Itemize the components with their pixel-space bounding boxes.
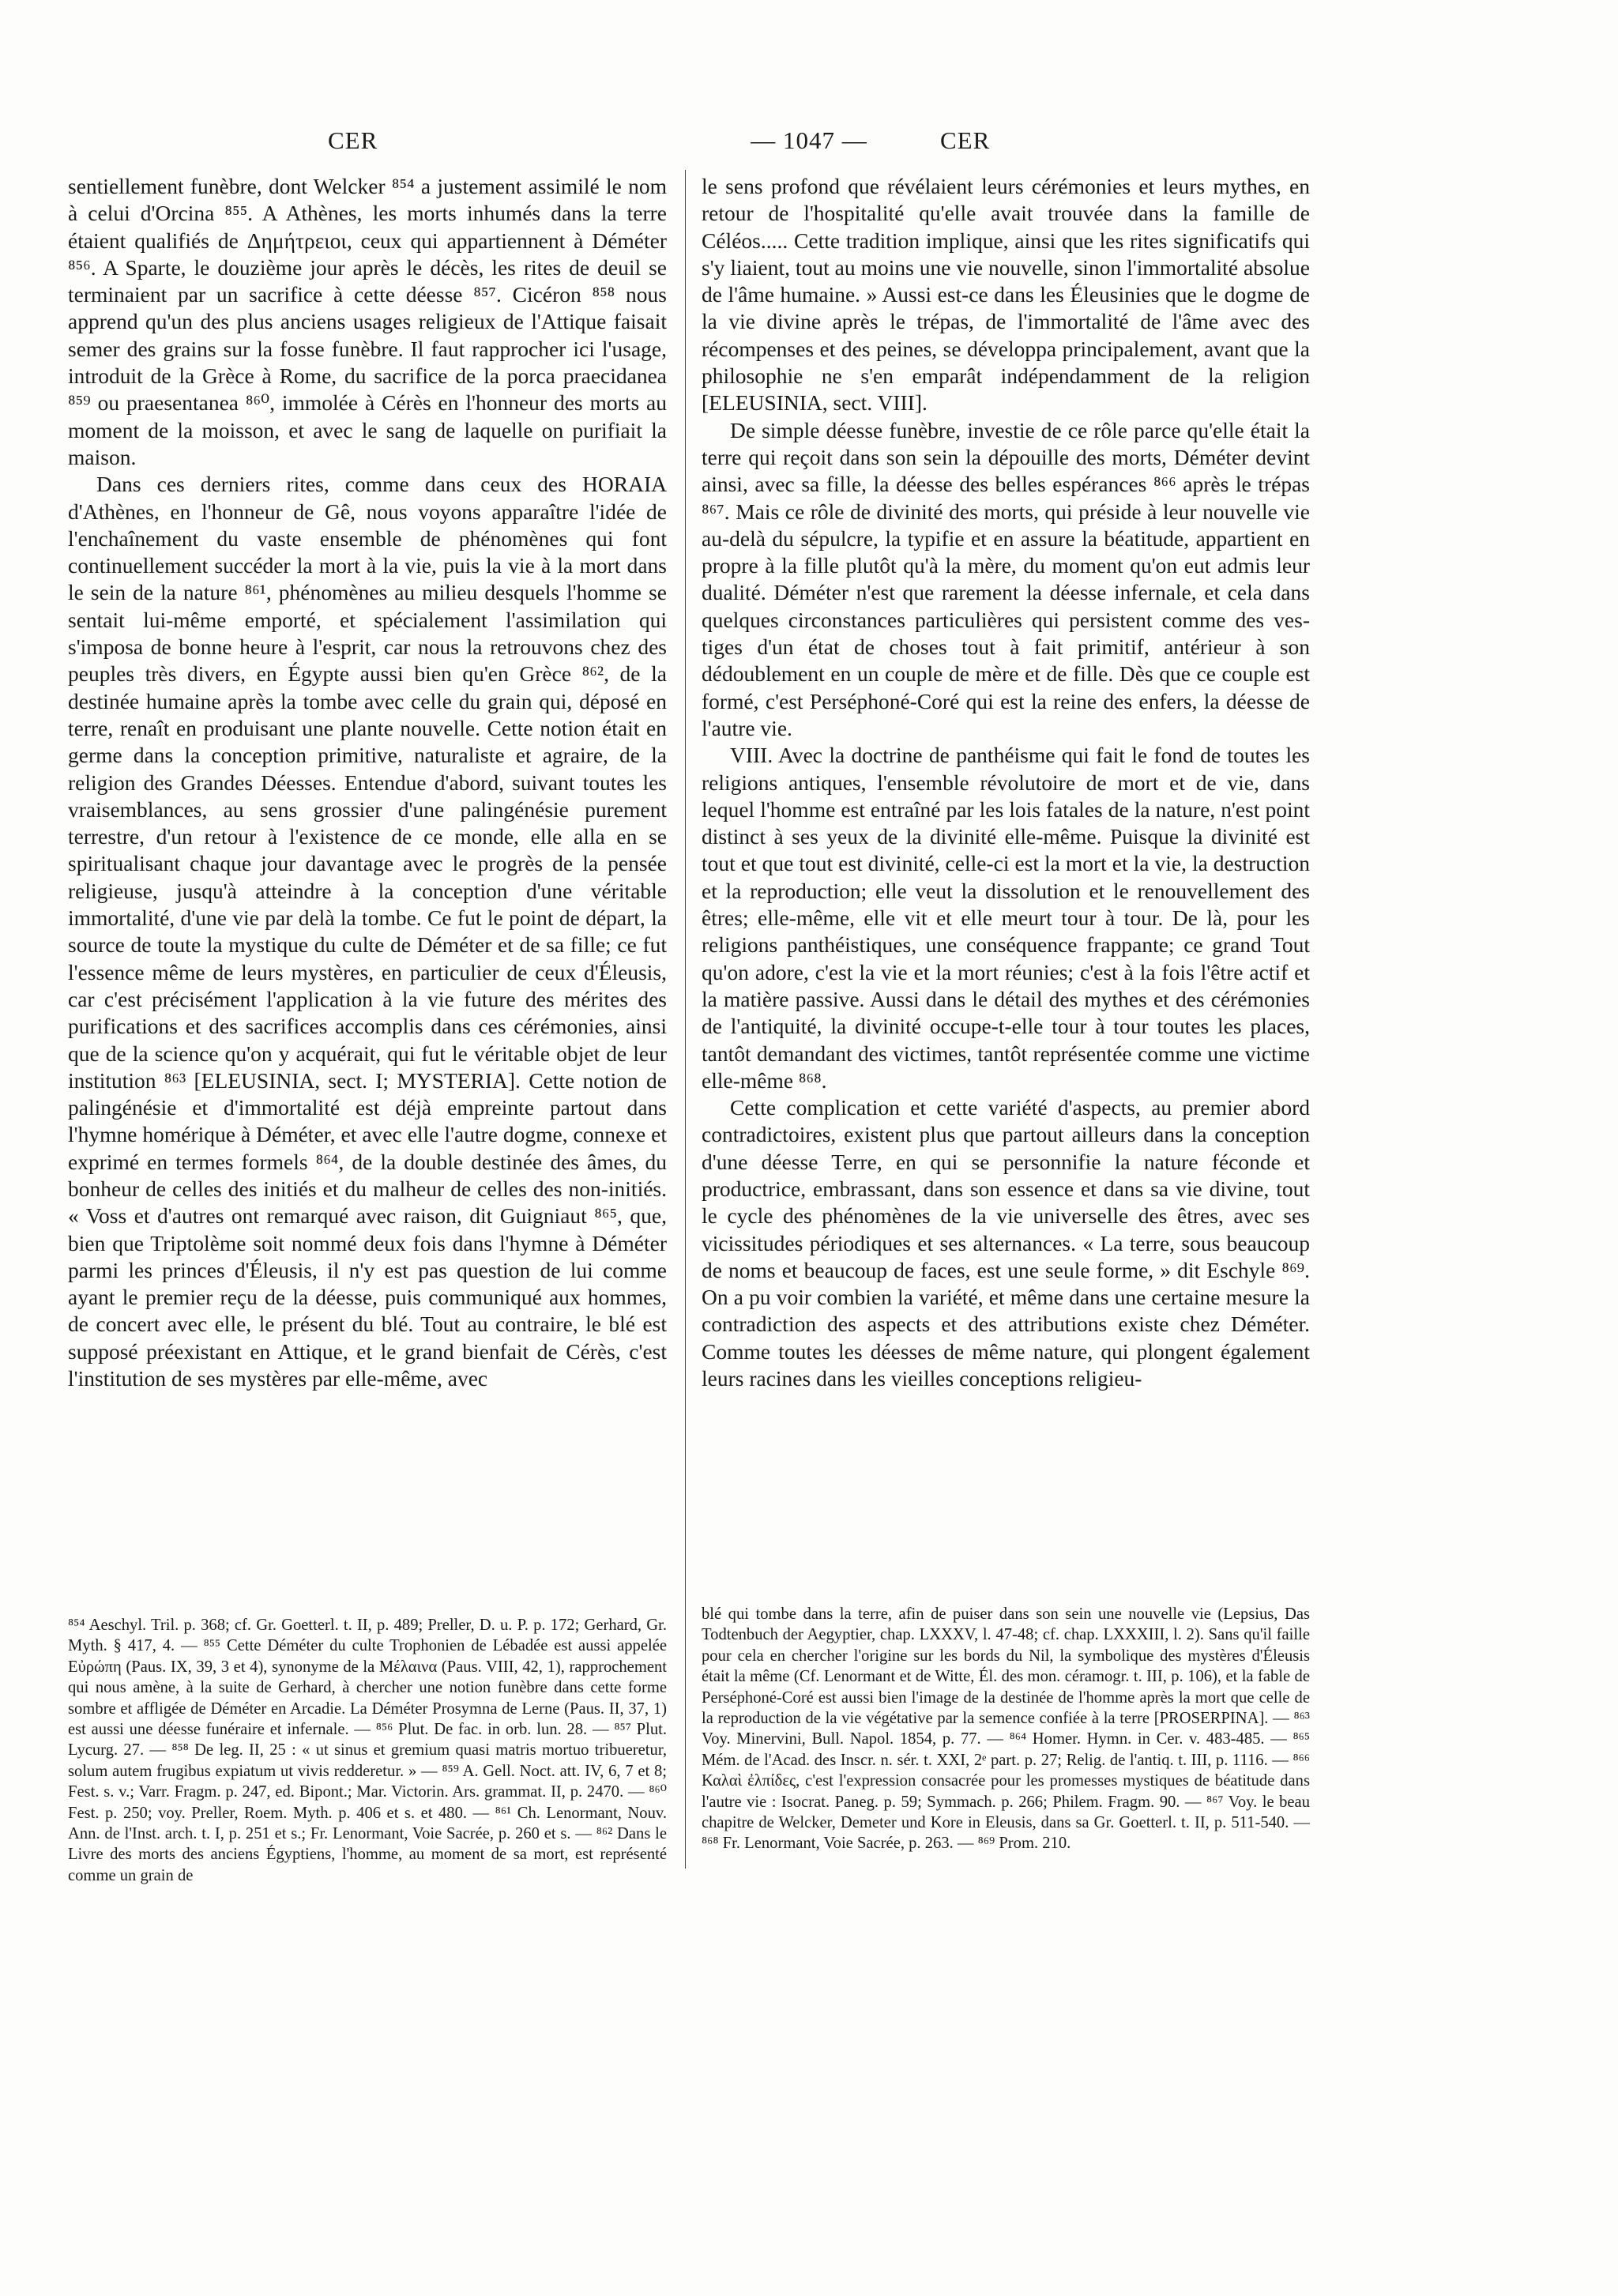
footnote-text: ⁸⁵⁴ Aeschyl. Tril. p. 368; cf. Gr. Goetterl. t. II, p. 489; Preller, D. u. P. p. 172; Gerhard, Gr. Myth. § 417, 4. — ⁸⁵⁵ Cette Déméter du culte Trophonien de Lébadée est aussi appelée Εὐρώπη (Paus. IX, 39, 3 et 4), synonyme de la Μέλαινα (Paus. VIII, 42, 1), rapprochement qui nous amène, à la suite de Gerhard, à chercher une notion funèbre dans cette forme sombre et affligée de Déméter en Arcadie. La Déméter Prosymna de Lerne (Paus. II, 37, 1) est aussi une déesse funéraire et infernale. — ⁸⁵⁶ Plut. De fac. in orb. lun. 28. — ⁸⁵⁷ Plut. Lycurg. 27. — ⁸⁵⁸ De leg. II, 25 : « ut sinus et gremium quasi matris mortuo tribueretur, solum autem frugibus expiatum ut vivis redderetur. » — ⁸⁵⁹ A. Gell. Noct. att. IV, 6, 7 et 8; Fest. s. v.; Varr. Fragm. p. 247, ed. Bipont.; Mar. Victorin. Ars. grammat. II, p. 2470. — ⁸⁶⁰ Fest. p. 250; voy. Preller, Roem. Myth. p. 406 et s. et 480. — ⁸⁶¹ Ch. Lenormant, Nouv. Ann. de l'Inst. arch. t. I, p. 251 et s.; Fr. Lenormant, Voie Sacrée, p. 260 et s. — ⁸⁶² Dans le Livre des morts des anciens Égyptiens, l'homme, au moment de sa mort, est représenté comme un grain de bbox=[68, 1617, 667, 1884]
paragraph: Cette complication et cette variété d'aspects, au premier abord contradictoires, existent plus que partout ailleurs dans la conception d'une déesse Terre, en qui se personnifie la nature féconde et productrice, embrassant, dans son essence et dans sa vie divine, tout le cycle des phénomènes de la vie universelle des êtres, avec ses vicissitudes périodiques et ses alternances. « La terre, sous beaucoup de noms et beaucoup de faces, est une seule forme, » dit Eschyle ⁸⁶⁹. On a pu voir combien la variété, et même dans une certaine mesure la contradiction des aspects et des attributions existe chez Déméter. Comme toutes les déesses de même nature, qui plongent également leurs racines dans les vieilles conceptions religieu- bbox=[702, 1095, 1310, 1391]
footnotes-left bbox=[68, 1615, 667, 1886]
column-rule bbox=[685, 170, 686, 1869]
footnote-text: blé qui tombe dans la terre, afin de puiser dans son sein une nouvelle vie (Lepsius, Das Todtenbuch der Aegyptier, chap. LXXXV, l. 47-48; cf. chap. LXXXIII, l. 2). Sans qu'il faille pour cela en chercher l'origine sur les bords du Nil, la symbolique des mystères d'Éleusis était la même (Cf. Lenormant et de Witte, Él. des mon. céramogr. t. III, p. 106), et la fable de Perséphoné-Coré est aussi bien l'image de la destinée de l'homme après la mort que celle de la reproduction de la vie végétative par la semence confiée à la terre [PROSERPINA]. — ⁸⁶³ Voy. Minervini, Bull. Napol. 1854, p. 77. — ⁸⁶⁴ Homer. Hymn. in Cer. v. 483-485. — ⁸⁶⁵ Mém. de l'Acad. des Inscr. n. sér. t. XXI, 2ᵉ part. p. 27; Relig. de l'antiq. t. III, p. 1116. — ⁸⁶⁶ Καλαὶ ἐλπίδες, c'est l'expression consacrée pour les promesses mystiques de béatitude dans l'autre vie : Isocrat. Paneg. p. 59; Symmach. p. 266; Philem. Fragm. 90. — ⁸⁶⁷ Voy. le beau chapitre de Welcker, Demeter und Kore in Eleusis, dans sa Gr. Goetterl. t. II, p. 511-540. — ⁸⁶⁸ Fr. Lenormant, Voie Sacrée, p. 263. — ⁸⁶⁹ Prom. 210. bbox=[702, 1605, 1310, 1853]
footnotes-right bbox=[702, 1604, 1310, 1854]
page-number: — 1047 — bbox=[751, 126, 867, 154]
running-head-left: CER bbox=[328, 126, 378, 154]
paragraph: le sens profond que révélaient leurs cérémonies et leurs mythes, en retour de l'hospitalité qu'elle avait trouvée dans la famille de Céléos..... Cette tradition implique, ainsi que les rites significatifs qui s'y liaient, tout au moins une vie nouvelle, sinon l'immortalité absolue de l'âme humaine. » Aussi est-ce dans les Éleusinies que le dogme de la vie divine après le trépas, de l'immortalité de l'âme avec des récompenses et des peines, se développa principalement, avant que la philosophie ne s'en emparât indépendamment de la religion [ELEUSINIA, sect. VIII]. bbox=[702, 174, 1310, 416]
right-column bbox=[702, 173, 1310, 1392]
paragraph: De simple déesse funèbre, investie de ce rôle parce qu'elle était la terre qui reçoit dans son sein la dépouille des morts, Déméter devint ainsi, avec sa fille, la déesse des belles espérances ⁸⁶⁶ après le trépas ⁸⁶⁷. Mais ce rôle de divinité des morts, qui préside à leur nouvelle vie au-delà du sépulcre, la typifie et en assure la béatitude, appartient en propre à la fille plutôt qu'à la mère, du moment qu'on eut admis leur dualité. Déméter n'est que rarement la déesse infernale, et cela dans quelques circonstances particulières qui persistent comme des vestiges d'un état de choses tout à fait primitif, antérieur à son dédoublement en un couple de mère et de fille. Dès que ce couple est formé, c'est Perséphoné-Coré qui est la reine des enfers, la déesse de l'autre vie. bbox=[702, 417, 1310, 740]
paragraph: sentiellement funèbre, dont Welcker ⁸⁵⁴ a justement assimilé le nom à celui d'Orcina ⁸⁵⁵. A Athènes, les morts inhumés dans la terre étaient qualifiés de Δημήτρειοι, ceux qui appartiennent à Déméter ⁸⁵⁶. A Sparte, le douzième jour après le décès, les rites de deuil se terminaient par un sacrifice à cette déesse ⁸⁵⁷. Cicéron ⁸⁵⁸ nous apprend qu'un des plus anciens usages religieux de l'Attique faisait semer des grains sur la fosse funèbre. Il faut rapprocher ici l'usage, introduit de la Grèce à Rome, du sacrifice de la porca praecidanea ⁸⁵⁹ ou praesentanea ⁸⁶⁰, immolée à Cérès en l'honneur des morts au moment de la moisson, et avec le sang de laquelle on purifiait la maison. bbox=[68, 174, 667, 469]
paragraph: Dans ces derniers rites, comme dans ceux des HORAIA d'Athènes, en l'honneur de Gê, nous voyons apparaître l'idée de l'enchaînement du vaste ensemble de phénomènes qui font continuellement succéder la mort à la vie, puis la vie à la mort dans le sein de la nature ⁸⁶¹, phénomènes au milieu desquels l'homme se sentait lui-même emporté, et spécialement l'assimilation qui s'imposa de bonne heure à l'esprit, car nous la retrouvons chez des peuples très divers, en Égypte aussi bien qu'en Grèce ⁸⁶², de la destinée humaine après la tombe avec celle du grain qui, déposé en terre, renaît en produisant une plante nouvelle. Cette notion était en germe dans la conception primitive, naturaliste et agraire, de la religion des Grandes Déesses. Entendue d'abord, suivant toutes les vraisemblances, au sens grossier d'une palingénésie purement terrestre, d'un retour à l'existence de ce monde, elle alla en se spiritualisant chaque jour davantage avec le progrès de la pensée religieuse, jusqu'à atteindre à la conception d'une véritable immortalité, d'une vie par delà la tombe. Ce fut le point de départ, la source de toute la mystique du culte de Déméter et de sa fille; ce fut l'essence même de leurs mystères, en particulier de ceux d'Éleusis, car c'est précisément l'application à la vie future des mérites des purifications et des sacrifices accomplis dans ces cérémonies, ainsi que de la science qu'on y acquérait, qui fut le véritable objet de leur institution ⁸⁶³ [ELEUSINIA, sect. I; MYSTERIA]. Cette notion de palingénésie et d'immortalité est déjà empreinte partout dans l'hymne homérique à Déméter, et avec elle l'autre dogme, connexe et exprimé en termes formels ⁸⁶⁴, de la double destinée des âmes, du bonheur de celles des initiés et du malheur de celles des non-initiés. « Voss et d'autres ont remarqué avec raison, dit Guigniaut ⁸⁶⁵, que, bien que Triptolème soit nommé deux fois dans l'hymne à Déméter parmi les princes d'Éleusis, il n'y est pas question de lui comme ayant le premier reçu de la déesse, puis communiqué aux hommes, de concert avec elle, le présent du blé. Tout au contraire, le blé est supposé préexistant en Attique, et le grand bienfait de Cérès, c'est l'institution de ses mystères par elle-même, avec bbox=[68, 472, 667, 1391]
paragraph: VIII. Avec la doctrine de panthéisme qui fait le fond de toutes les religions antiques, l'ensemble révolutoire de mort et de vie, dans lequel l'homme est entraîné par les lois fatales de la nature, n'est point distinct à ses yeux de la divinité elle-même. Puisque la divinité est tout et que tout est divinité, celle-ci est la mort et la vie, la destruction et la reproduction; elle veut la dissolution et le renouvellement des êtres; elle-même, elle vit et elle meurt tour à tour. De là, pour les religions panthéistiques, une conséquence frappante; ce grand Tout qu'on adore, c'est la vie et la mort réunies; c'est à la fois l'être actif et la matière passive. Aussi dans le détail des mythes et des cérémonies de l'antiquité, la divinité occupe-t-elle tour à tour toutes les places, tantôt demandant des victimes, tantôt représentée comme une victime elle-même ⁸⁶⁸. bbox=[702, 743, 1310, 1093]
left-column bbox=[68, 173, 667, 1392]
running-head-right: CER bbox=[940, 126, 991, 154]
